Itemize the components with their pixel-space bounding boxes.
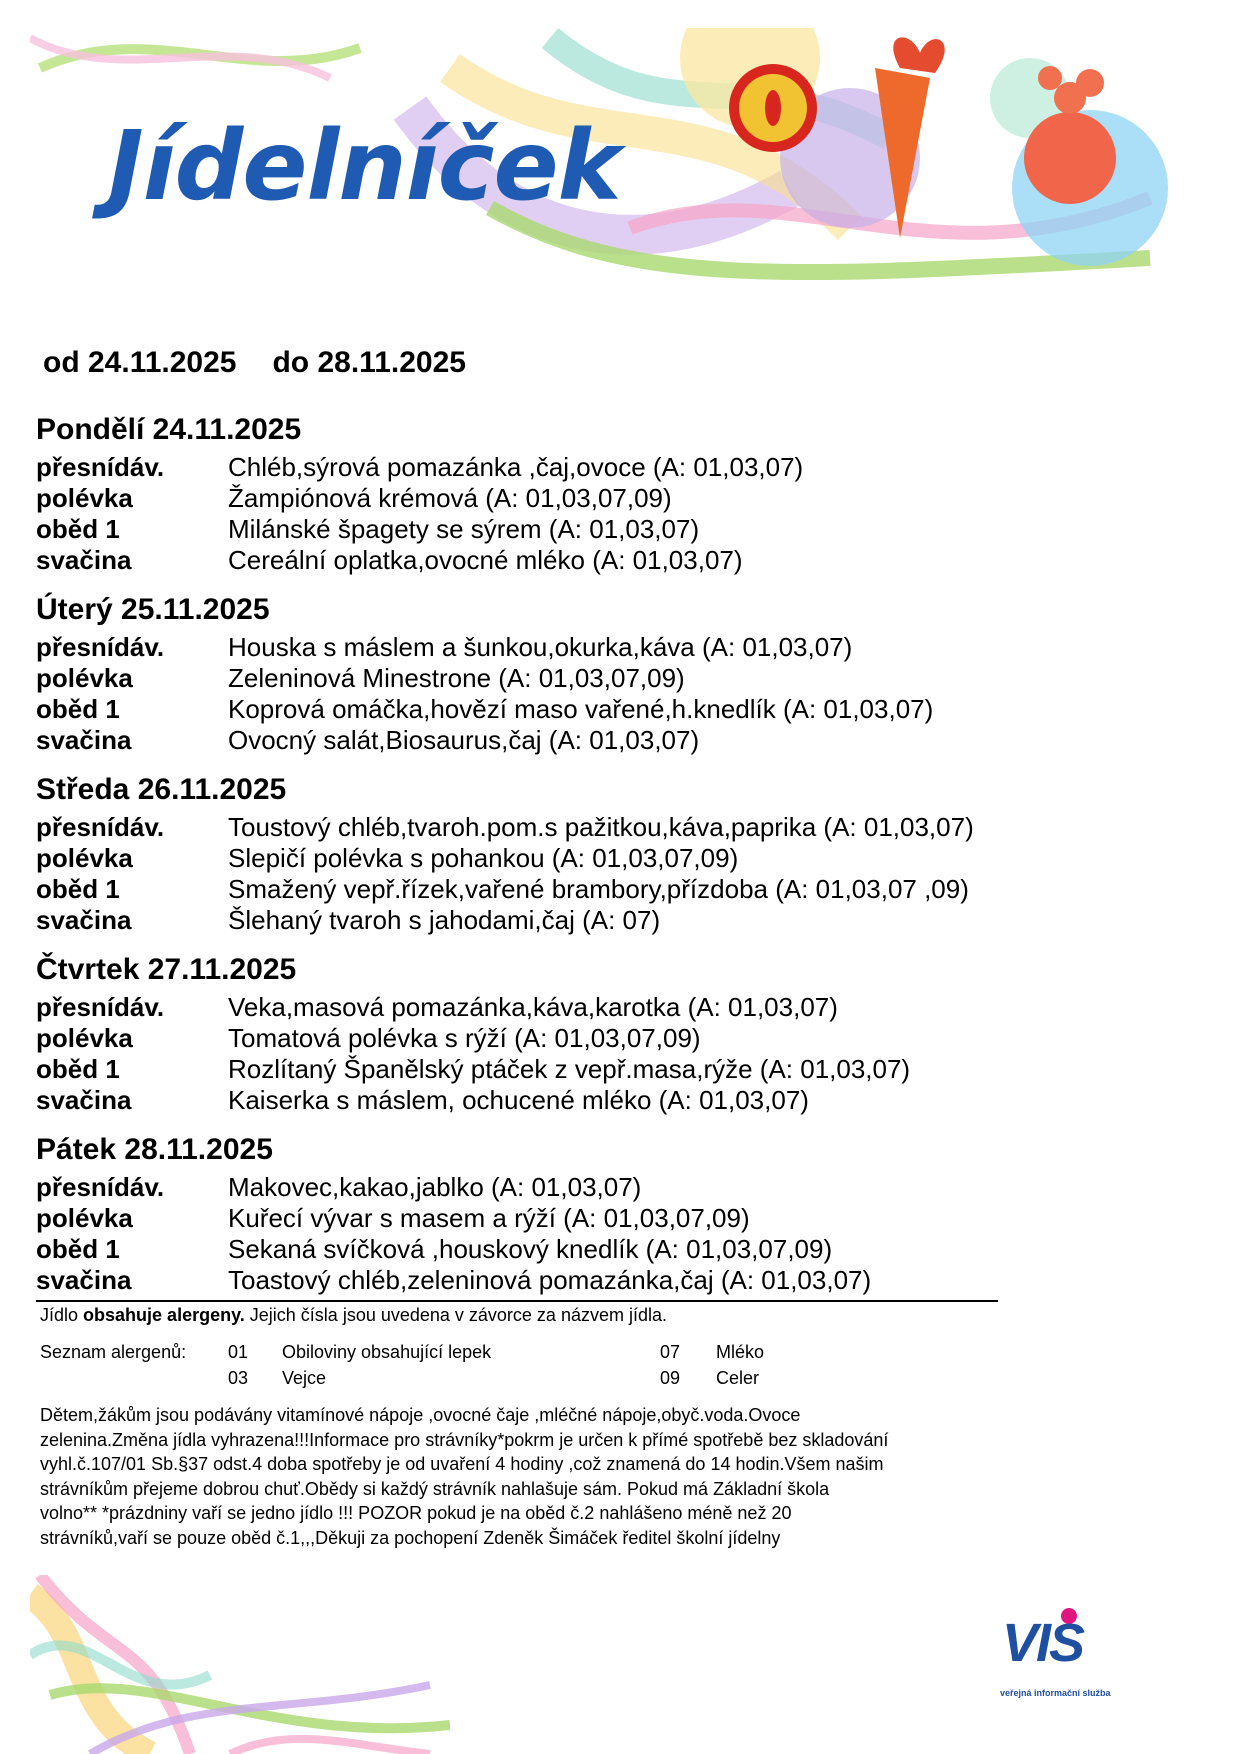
meal-value: Houska s máslem a šunkou,okurka,káva (A: 01,03,07) [228,632,853,662]
day-wednesday [36,768,1116,936]
allergen-name: Vejce [282,1368,327,1388]
page-title: Jídelníček [108,110,621,222]
meal-row [36,632,1116,663]
meal-row [36,725,1116,756]
meal-row [36,483,1116,514]
meal-value: Kaiserka s máslem, ochucené mléko (A: 01,03,07) [228,1085,809,1115]
day-thursday [36,948,1116,1116]
footer-decoration [30,1575,450,1754]
meal-row [36,905,1116,936]
date-range [43,346,502,380]
meal-row [36,1234,1116,1265]
meal-row [36,452,1116,483]
allergen-code: 09 [660,1368,681,1388]
meal-value: Rozlítaný Španělský ptáček z vepř.masa,rýže (A: 01,03,07) [228,1054,911,1084]
allergen-name: Celer [716,1368,760,1388]
weekly-menu [36,408,1116,1308]
date-to: do 28.11.2025 [272,346,466,379]
notice-line: zelenina.Změna jídla vyhrazena!!!Informace pro strávníky*pokrm je určen k přímé spotřebě bez skladování [40,1429,889,1450]
meal-value: Makovec,kakao,jablko (A: 01,03,07) [228,1172,642,1202]
meal-label: svačina [36,725,132,755]
meal-value: Zeleninová Minestrone (A: 01,03,07,09) [228,663,685,693]
meal-label: oběd 1 [36,874,120,904]
meal-value: Cereální oplatka,ovocné mléko (A: 01,03,07) [228,545,743,575]
meal-label: oběd 1 [36,514,120,544]
notice-line: vyhl.č.107/01 Sb.§37 odst.4 doba spotřeby je od uvaření 4 hodiny ,což znamená do 14 hodin.Všem našim [40,1454,884,1474]
meal-row [36,545,1116,576]
meal-value: Smažený vepř.řízek,vařené brambory,přízdoba (A: 01,03,07 ,09) [228,874,969,904]
meal-label: polévka [36,1023,133,1053]
meal-row [36,514,1116,545]
meal-value: Ovocný salát,Biosaurus,čaj (A: 01,03,07) [228,725,700,755]
day-title: Úterý 25.11.2025 [36,593,270,626]
meal-row [36,992,1116,1023]
meal-row [36,663,1116,694]
meal-label: polévka [36,663,133,693]
meal-value: Koprová omáčka,hovězí maso vařené,h.knedlík (A: 01,03,07) [228,694,934,724]
day-friday [36,1128,1116,1296]
meal-value: Žampiónová krémová (A: 01,03,07,09) [228,483,672,513]
meal-label: svačina [36,1265,132,1295]
meal-row [36,1023,1116,1054]
meal-value: Tomatová polévka s rýží (A: 01,03,07,09) [228,1023,701,1053]
day-tuesday [36,588,1116,756]
meal-row [36,843,1116,874]
divider [36,1300,998,1302]
vis-logo-subtitle: veřejná informační služba [1000,1688,1111,1698]
allergen-note-prefix: Jídlo [40,1305,79,1325]
meal-row [36,812,1116,843]
allergen-code: 01 [228,1342,249,1362]
meal-label: polévka [36,1203,133,1233]
allergen-note [40,1305,667,1326]
meal-row [36,1054,1116,1085]
notice-text [40,1403,1050,1550]
notice-line: Dětem,žákům jsou podávány vitamínové nápoje ,ovocné čaje ,mléčné nápoje,obyč.voda.Ovoce [40,1405,801,1425]
meal-value: Toustový chléb,tvaroh.pom.s pažitkou,káva,paprika (A: 01,03,07) [228,812,974,842]
meal-label: oběd 1 [36,1234,120,1264]
meal-label: přesnídáv. [36,992,165,1022]
day-title: Čtvrtek 27.11.2025 [36,953,297,986]
meal-label: svačina [36,545,132,575]
day-title: Pondělí 24.11.2025 [36,413,302,446]
meal-label: oběd 1 [36,694,120,724]
notice-line: strávníkům přejeme dobrou chuť.Obědy si každý strávník nahlašuje sám. Pokud má Základní škola [40,1478,830,1499]
day-title: Středa 26.11.2025 [36,773,287,806]
meal-row [36,1085,1116,1116]
allergen-name: Mléko [716,1342,765,1362]
allergen-note-suffix: Jejich čísla jsou uvedena v závorce za názvem jídla. [249,1305,667,1325]
meal-row [36,694,1116,725]
meal-label: oběd 1 [36,1054,120,1084]
notice-line: strávníků,vaří se pouze oběd č.1,,,Děkuji za pochopení Zdeněk Šimáček ředitel školní jídelny [40,1527,781,1548]
meal-value: Slepičí polévka s pohankou (A: 01,03,07,09) [228,843,739,873]
date-from: od 24.11.2025 [43,346,237,379]
meal-value: Veka,masová pomazánka,káva,karotka (A: 01,03,07) [228,992,838,1022]
meal-label: přesnídáv. [36,1172,165,1202]
allergen-note-bold: obsahuje alergeny. [83,1305,245,1325]
day-title: Pátek 28.11.2025 [36,1133,273,1166]
meal-row [36,1203,1116,1234]
notice-line: volno** *prázdniny vaří se jedno jídlo !!! POZOR pokud je na oběd č.2 nahlášeno méně než 20 [40,1503,792,1523]
meal-label: polévka [36,843,133,873]
meal-value: Šlehaný tvaroh s jahodami,čaj (A: 07) [228,905,661,935]
meal-row [36,1172,1116,1203]
meal-label: svačina [36,905,132,935]
meal-label: svačina [36,1085,132,1115]
allergen-code: 07 [660,1342,681,1362]
meal-value: Kuřecí vývar s masem a rýží (A: 01,03,07,09) [228,1203,750,1233]
meal-value: Sekaná svíčková ,houskový knedlík (A: 01,03,07,09) [228,1234,833,1264]
day-monday [36,408,1116,576]
meal-value: Milánské špagety se sýrem (A: 01,03,07) [228,514,700,544]
vis-logo: VIS [1002,1613,1084,1673]
meal-row [36,1265,1116,1296]
allergen-name: Obiloviny obsahující lepek [282,1342,492,1362]
meal-label: přesnídáv. [36,452,165,482]
tomato-icon [729,64,817,152]
allergen-code: 03 [228,1368,249,1388]
meal-label: přesnídáv. [36,632,165,662]
allergen-list-label: Seznam alergenů: [40,1342,187,1362]
meal-value: Chléb,sýrová pomazánka ,čaj,ovoce (A: 01,03,07) [228,452,804,482]
meal-label: polévka [36,483,133,513]
meal-label: přesnídáv. [36,812,165,842]
meal-row [36,874,1116,905]
meal-value: Toastový chléb,zeleninová pomazánka,čaj (A: 01,03,07) [228,1265,872,1295]
